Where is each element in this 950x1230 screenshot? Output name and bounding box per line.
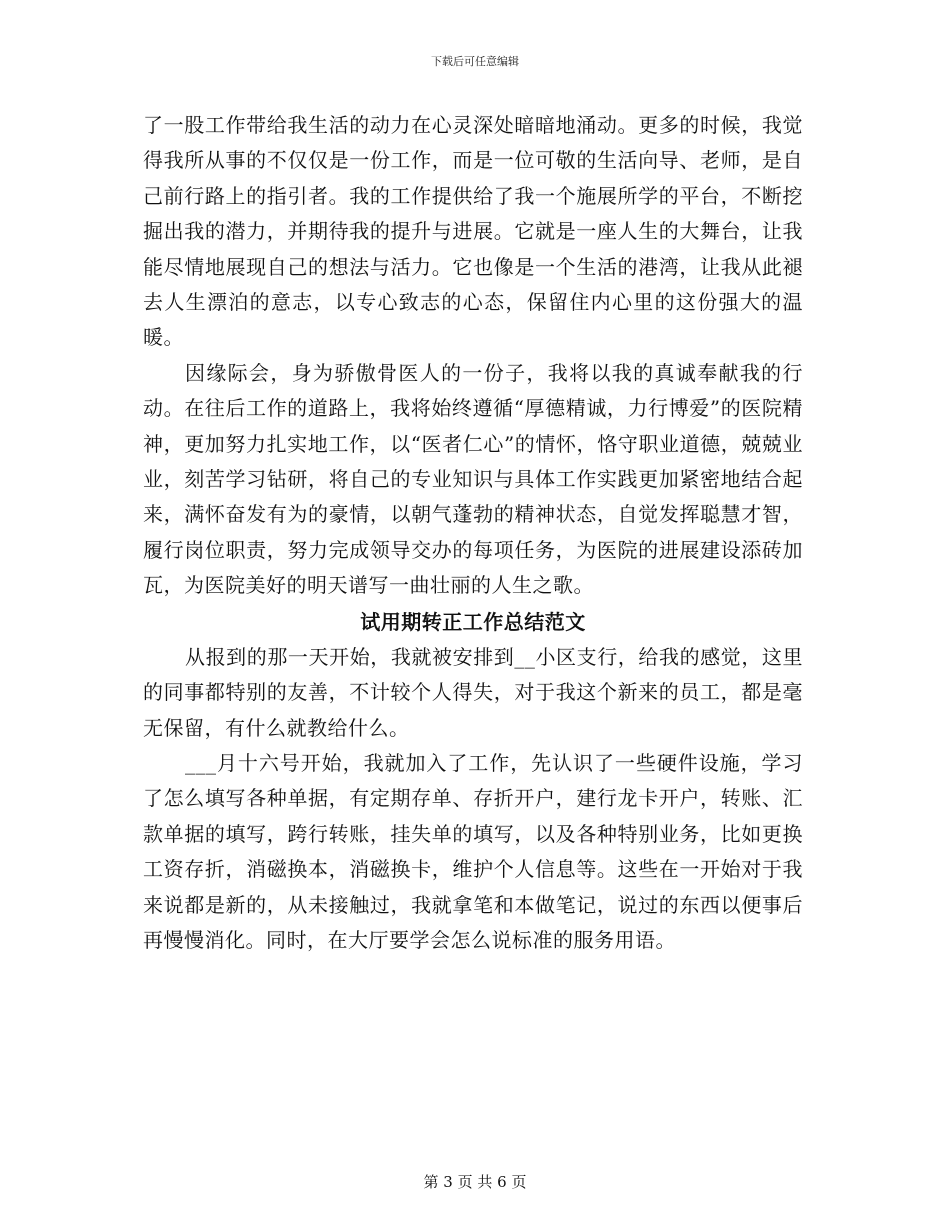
page-footer: 第 3 页 共 6 页 [423,1173,527,1191]
paragraph-2: 因缘际会，身为骄傲骨医人的一份子，我将以我的真诚奉献我的行动。在往后工作的道路上，我将始终遵循“厚德精诚，力行博爱”的医院精神，更加努力扎实地工作，以“医者仁心”的情怀，恪守职业道德，兢兢业业，刻苦学习钻研，将自己的专业知识与具体工作实践更加紧密地结合起来，满怀奋发有为的豪情，以朝气蓬勃的精神状态，自觉发挥聪慧才智，履行岗位职责，努力完成领导交办的每项任务，为医院的进展建设添砖加瓦，为医院美好的明天谱写一曲壮丽的人生之歌。 [143,360,803,598]
paragraph-4: ___月十六号开始，我就加入了工作，先认识了一些硬件设施，学习了怎么填写各种单据，有定期存单、存折开户，建行龙卡开户，转账、汇款单据的填写，跨行转账，挂失单的填写，以及各种特别业务，比如更换工资存折，消磁换本，消磁换卡，维护个人信息等。这些在一开始对于我来说都是新的，从未接触过，我就拿笔和本做笔记，说过的东西以便事后再慢慢消化。同时，在大厅要学会怎么说标准的服务用语。 [143,750,803,952]
paragraph-3: 从报到的那一天开始，我就被安排到__小区支行，给我的感觉，这里的同事都特别的友善，不计较个人得失，对于我这个新来的员工，都是毫无保留，有什么就教给什么。 [143,644,803,740]
paragraph-1: 了一股工作带给我生活的动力在心灵深处暗暗地涌动。更多的时候，我觉得我所从事的不仅仅是一份工作，而是一位可敬的生活向导、老师，是自己前行路上的指引者。我的工作提供给了我一个施展所学的平台，不断挖掘出我的潜力，并期待我的提升与进展。它就是一座人生的大舞台，让我能尽情地展现自己的想法与活力。它也像是一个生活的港湾，让我从此褪去人生漂泊的意志，以专心致志的心态，保留住内心里的这份强大的温暖。 [143,113,803,350]
page-header: 下载后可任意编辑 [431,55,519,68]
document-body [143,108,803,958]
section-title: 试用期转正工作总结范文 [360,609,586,634]
